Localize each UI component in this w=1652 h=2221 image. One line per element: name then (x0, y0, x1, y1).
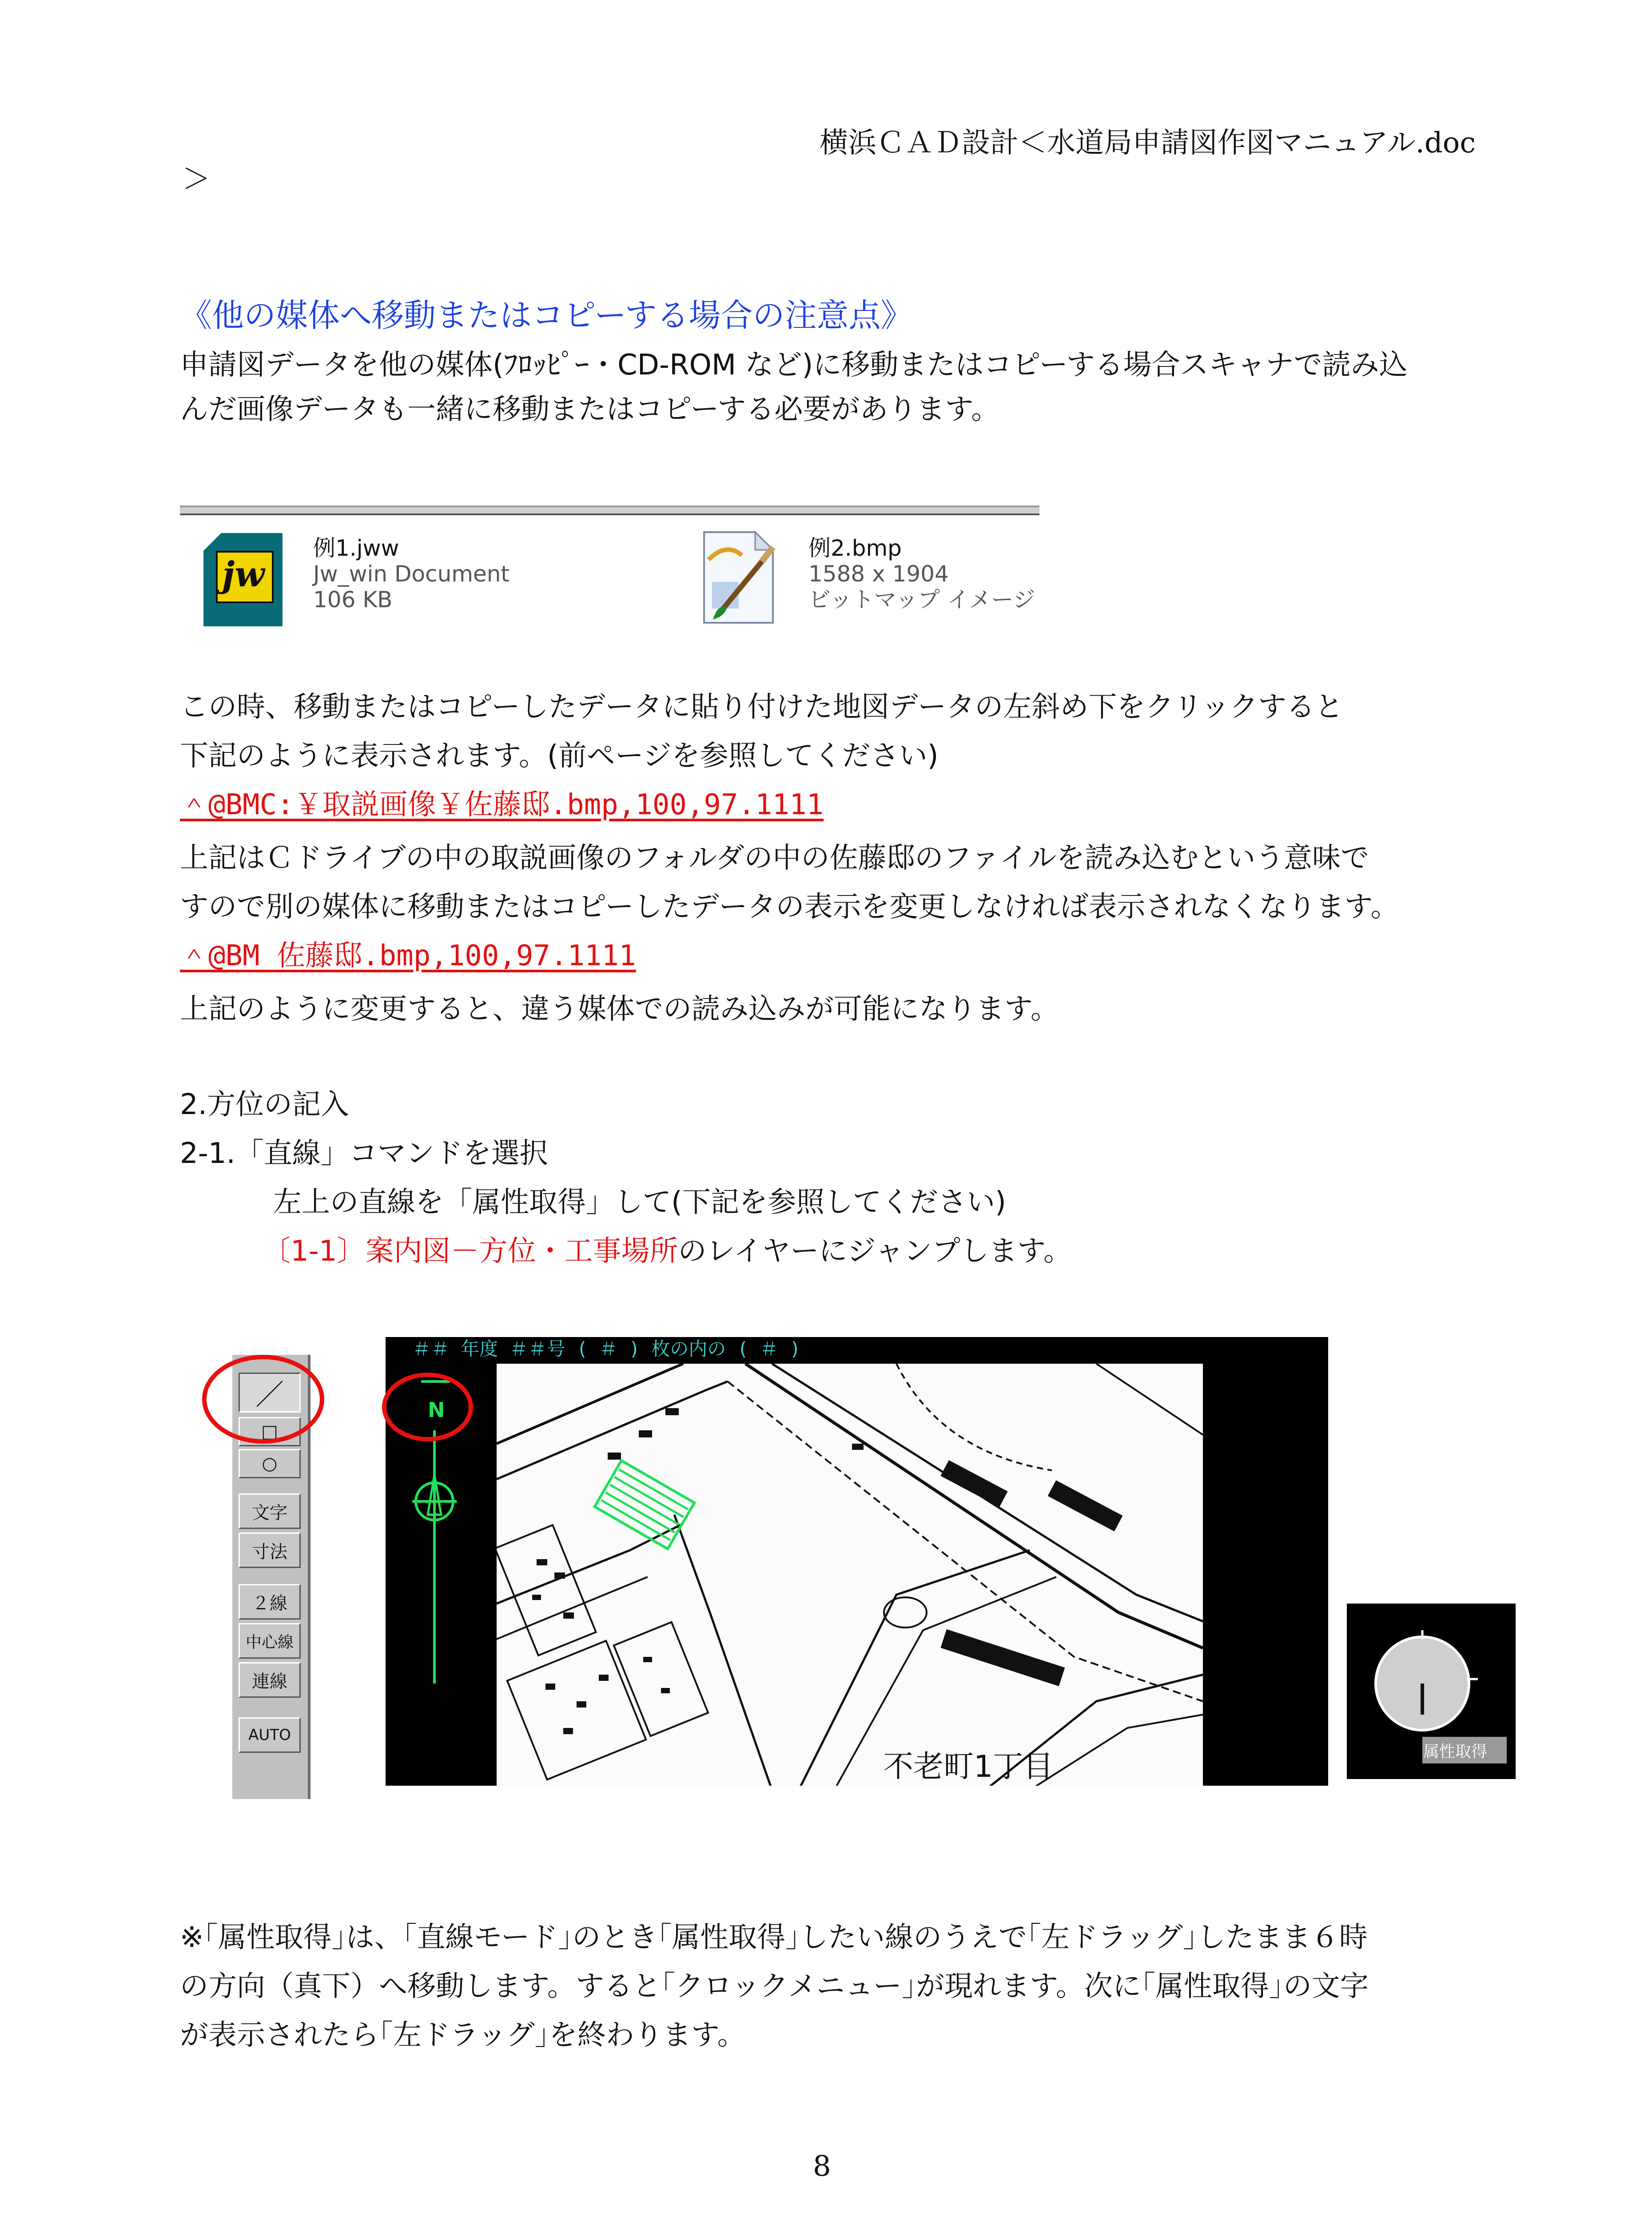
rectangle-tool-button[interactable]: □ (239, 1417, 301, 1446)
document-header-continuation: ＞ (182, 163, 211, 196)
file-item-jww[interactable] (313, 535, 510, 613)
center-line-tool-button[interactable]: 中心線 (239, 1623, 301, 1659)
north-label: N (428, 1398, 445, 1422)
continuous-line-tool-button[interactable]: 連線 (239, 1662, 301, 1698)
auto-tool-button[interactable]: AUTO (239, 1717, 301, 1753)
intro-line-2: んだ画像データも一緒に移動またはコピーする必要があります。 (180, 393, 1000, 426)
file-item-bmp[interactable] (808, 535, 1035, 613)
drawing-title-bar: ＃＃ 年度 ＃＃号 ( ＃ ) 枚の内の ( ＃ ) (412, 1338, 801, 1360)
file-size: ビットマップ イメージ (808, 587, 1035, 613)
step-instruction-2-rest: のレイヤーにジャンプします。 (678, 1235, 1072, 1268)
note-line-2: の方向（真下）へ移動します。すると｢クロックメニュー｣が現れます。次に｢属性取得｣の文字 (180, 1970, 1369, 2003)
double-line-tool-button[interactable]: ２線 (239, 1584, 301, 1620)
section-title: 《他の媒体へ移動またはコピーする場合の注意点》 (180, 297, 913, 334)
bitmap-image-icon[interactable] (700, 529, 777, 626)
body-line-3: 上記はＣドライブの中の取説画像のフォルダの中の佐藤邸のファイルを読み込むという意味で (180, 842, 1369, 875)
highlight-circle-line-tool (202, 1355, 324, 1444)
line-tool-button[interactable]: ／ (239, 1373, 301, 1413)
step-subtitle: 2-1.「直線」コマンドを選択 (180, 1137, 548, 1170)
file-type: 1588 x 1904 (808, 561, 949, 587)
highlight-circle-north-line (382, 1373, 473, 1441)
clock-menu[interactable] (1347, 1604, 1516, 1779)
image-reference-code-1: ＾@BMC:￥取説画像￥佐藤邸.bmp,100,97.1111 (180, 788, 824, 821)
file-name: 例2.bmp (808, 535, 902, 561)
place-name-label: 不老町1丁目 (883, 1749, 1054, 1784)
step-instruction-2 (262, 1237, 1072, 1266)
body-line-5: 上記のように変更すると、違う媒体での読み込みが可能になります。 (180, 993, 1059, 1026)
file-type: Jw_win Document (313, 561, 510, 587)
file-name: 例1.jww (313, 535, 399, 561)
note-line-3: が表示されたら｢左ドラッグ｣を終わります。 (180, 2019, 746, 2052)
page-number: 8 (813, 2150, 831, 2183)
layer-name-highlight: 〔1-1〕案内図－方位・工事場所 (262, 1235, 678, 1268)
body-line-4: すので別の媒体に移動またはコピーしたデータの表示を変更しなければ表示されなくなります。 (180, 891, 1399, 923)
clock-menu-label: 属性取得 (1423, 1743, 1488, 1761)
image-reference-code-2: ＾@BM 佐藤邸.bmp,100,97.1111 (180, 939, 636, 972)
file-size: 106 KB (313, 587, 393, 613)
body-line-2: 下記のように表示されます。(前ページを参照してください) (180, 740, 939, 772)
step-title: 2.方位の記入 (180, 1088, 350, 1121)
intro-line-1: 申請図データを他の媒体(ﾌﾛｯﾋﾟｰ・CD-ROM など)に移動またはコピーする場合スキャナで読み込 (180, 349, 1408, 382)
note-line-1: ※｢属性取得｣は、｢直線モード｣のとき｢属性取得｣したい線のうえで｢左ドラッグ｣したまま６時 (180, 1921, 1368, 1954)
dimension-tool-button[interactable]: 寸法 (239, 1532, 301, 1568)
body-line-1: この時、移動またはコピーしたデータに貼り付けた地図データの左斜め下をクリックすると (180, 691, 1343, 724)
text-tool-button[interactable]: 文字 (239, 1493, 301, 1529)
explorer-bar (180, 505, 1039, 515)
map-image[interactable] (497, 1364, 1203, 1786)
document-header: 横浜ＣＡＤ設計＜水道局申請図作図マニュアル.doc (820, 127, 1476, 159)
jw-document-icon[interactable]: jw (203, 533, 283, 626)
step-instruction-1: 左上の直線を「属性取得」して(下記を参照してください) (273, 1186, 1006, 1219)
circle-tool-button[interactable]: ○ (239, 1449, 301, 1478)
street-map-drawing (497, 1364, 1203, 1786)
cad-drawing-window[interactable] (386, 1337, 1328, 1786)
